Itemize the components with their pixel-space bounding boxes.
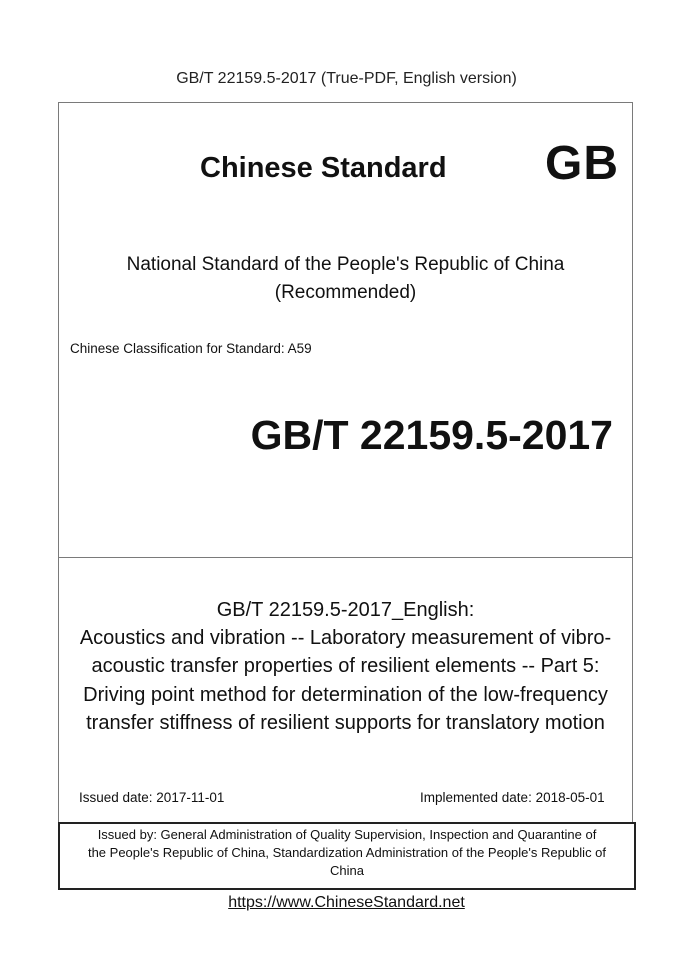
gb-mark: GB (545, 137, 619, 190)
standard-title (58, 596, 633, 737)
issuer-line-1: Issued by: General Administration of Quality Supervision, Inspection and Quarantine of (97, 827, 597, 842)
issued-date: Issued date: 2017-11-01 (79, 790, 225, 805)
title-line-2: Acoustics and vibration -- Laboratory measurement of vibro- (79, 627, 612, 650)
national-line-2: (Recommended) (274, 282, 417, 303)
title-line-1: GB/T 22159.5-2017_English: (216, 599, 475, 621)
issuer-line-2: the People's Republic of China, Standardization Administration of the People's Republic of (87, 845, 607, 860)
implemented-date: Implemented date: 2018-05-01 (420, 790, 605, 805)
national-standard-label (58, 251, 633, 307)
issuer-text (58, 826, 636, 880)
website-link[interactable]: https://www.ChineseStandard.net (228, 894, 465, 911)
document-header: GB/T 22159.5-2017 (True-PDF, English version) (176, 70, 517, 87)
brand-title: Chinese Standard (200, 152, 447, 184)
classification-label: Chinese Classification for Standard: A59 (70, 341, 312, 356)
standard-number: GB/T 22159.5-2017 (250, 412, 613, 458)
title-line-5: transfer stiffness of resilient supports for translatory motion (86, 711, 605, 734)
issuer-line-3: China (330, 863, 364, 878)
national-line-1: National Standard of the People's Republic of China (126, 254, 565, 275)
title-line-3: acoustic transfer properties of resilient elements -- Part 5: (91, 655, 600, 678)
title-line-4: Driving point method for determination of the low-frequency (83, 683, 608, 706)
